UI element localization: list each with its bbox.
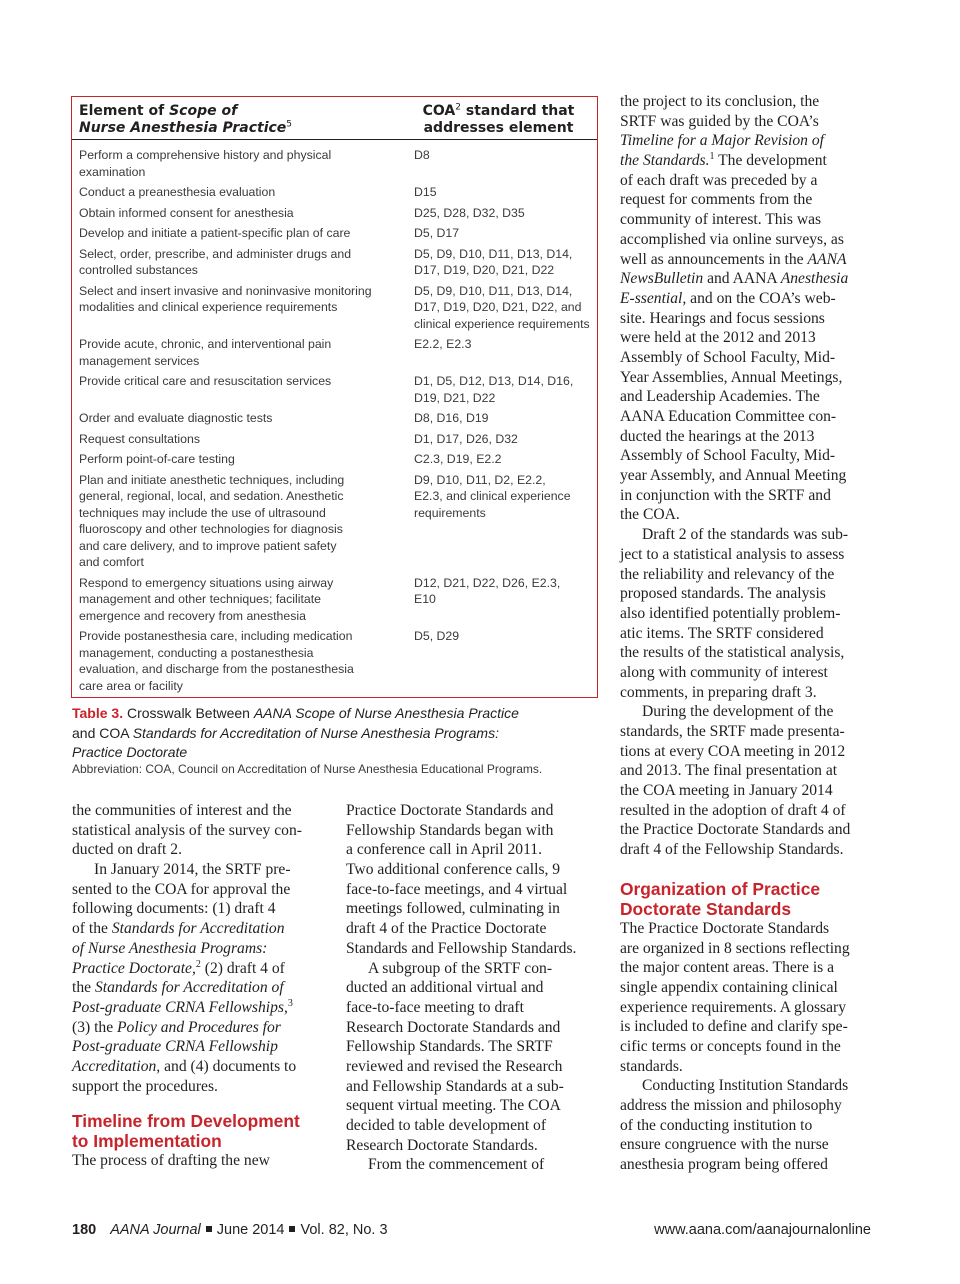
text-run: Assembly of School Faculty, Mid-: [620, 447, 836, 465]
text-line: ducted on draft 2.: [72, 841, 182, 859]
table-header-element: [79, 103, 399, 136]
text-line: [620, 151, 850, 171]
text-line: along with community of interest: [620, 663, 828, 681]
text-line: [620, 250, 850, 270]
text-line: [620, 190, 850, 210]
heading-line: Organization of Practice: [620, 878, 821, 899]
cell-line: Conduct a preanesthesia evaluation: [79, 185, 276, 199]
text-line: Conducting Institution Standards: [642, 1077, 849, 1095]
text-run: site. Hearings and focus sessions: [620, 309, 825, 327]
text-run: ducted the hearings at the 2013: [620, 427, 815, 445]
column-1: [72, 801, 302, 1171]
coa-standard-cell: [414, 451, 596, 468]
text-line: [72, 860, 302, 880]
header-italic: Nurse Anesthesia Practice: [79, 119, 287, 136]
caption-italic: AANA Scope of Nurse Anesthesia Practice: [253, 705, 519, 721]
text-line: [72, 959, 302, 979]
text-run: (2) draft 4 of: [200, 959, 285, 977]
scope-element-cell: [79, 147, 397, 180]
text-line: [72, 1037, 302, 1057]
abbreviation-note: Abbreviation: COA, Council on Accreditation of Nurse Anesthesia Educational Programs.: [72, 762, 543, 776]
text-line: Research Doctorate Standards and: [346, 1018, 561, 1036]
paragraph: [72, 801, 302, 860]
text-line: and Fellowship Standards at a sub-: [346, 1077, 564, 1095]
italic-run: Standards for Accreditation: [111, 920, 285, 938]
cell-line: examination: [79, 164, 146, 179]
scope-element-cell: [79, 336, 397, 369]
text-line: [620, 309, 850, 329]
coa-standard-cell: [414, 575, 596, 608]
text-line: are organized in 8 sections reflecting: [620, 939, 850, 957]
scope-element-cell: [79, 184, 397, 201]
header-text: standard that: [460, 103, 575, 119]
text-run: accomplished via online surveys, as: [620, 230, 844, 248]
cell-line: Respond to emergency situations using airway: [79, 575, 334, 590]
caption-italic: Standards for Accreditation of Nurse Anesthesia Programs:: [132, 724, 499, 741]
scope-element-cell: [79, 205, 397, 222]
coa-standard-cell: [414, 246, 596, 279]
text-line: [72, 939, 302, 959]
italic-run: Anesthesia: [780, 270, 849, 288]
text-run: and on the COA’s web-: [686, 289, 836, 307]
cell-line: and comfort: [79, 555, 144, 569]
text-line: reviewed and revised the Research: [346, 1057, 563, 1075]
text-run: In January 2014, the SRTF pre-: [94, 861, 291, 879]
footer-left: [72, 1222, 388, 1238]
caption-text: Crosswalk Between: [123, 705, 254, 721]
text-line: decided to table development of: [346, 1117, 547, 1134]
paragraph: [620, 1076, 850, 1174]
italic-run: Standards for Accreditation of: [94, 979, 284, 997]
coa-standard-cell: [414, 410, 596, 427]
cell-line: D19, D21, D22: [414, 390, 496, 405]
text-run: were held at the 2012 and 2013: [620, 329, 816, 347]
bullet-square-icon: [206, 1226, 212, 1232]
text-line: A subgroup of the SRTF con-: [368, 959, 553, 977]
text-line: Draft 2 of the standards was sub-: [642, 526, 849, 544]
text-line: [620, 505, 850, 525]
text-line: address the mission and philosophy: [620, 1097, 842, 1114]
italic-run: E-ssential,: [620, 289, 687, 307]
text-line: the Practice Doctorate Standards and: [620, 821, 851, 839]
text-line: [620, 92, 850, 112]
scope-element-cell: [79, 225, 397, 242]
scope-element-cell: [79, 575, 397, 625]
text-line: [620, 328, 850, 348]
text-line: resulted in the adoption of draft 4 of: [620, 801, 846, 819]
text-line: [620, 387, 850, 407]
coa-standard-cell: [414, 184, 596, 201]
scope-element-cell: [79, 472, 397, 571]
text-line: [620, 210, 850, 230]
cell-line: Perform a comprehensive history and physical: [79, 148, 332, 162]
text-run: (3) the: [72, 1018, 118, 1036]
scope-element-cell: [79, 628, 397, 694]
scope-element-cell: [79, 431, 397, 448]
text-line: [620, 289, 850, 309]
cell-line: controlled substances: [79, 263, 198, 277]
cell-line: management, conducting a postanesthesia: [79, 645, 314, 660]
italic-run: Timeline for a Major Revision of: [620, 132, 825, 150]
text-run: support the procedures.: [72, 1077, 218, 1095]
cell-line: general, regional, local, and sedation. Anesthetic: [79, 489, 344, 503]
cell-line: Order and evaluate diagnostic tests: [79, 411, 273, 425]
text-line: of the conducting institution to: [620, 1116, 813, 1134]
text-line: During the development of the: [642, 703, 834, 721]
text-line: [72, 978, 302, 998]
text-line: The process of drafting the new: [72, 1152, 270, 1170]
cell-line: Select, order, prescribe, and administer drugs and: [79, 246, 352, 261]
italic-run: Post-graduate CRNA Fellowship: [72, 1038, 278, 1056]
text-run: Assembly of School Faculty, Mid-: [620, 348, 836, 366]
text-line: [72, 880, 302, 900]
issue-date: June 2014: [216, 1222, 285, 1238]
italic-run: of Nurse Anesthesia Programs:: [72, 939, 268, 957]
paragraph: [620, 702, 850, 860]
table-caption: [72, 704, 612, 763]
cell-line: C2.3, D19, E2.2: [414, 452, 502, 466]
footnote-ref: 2: [455, 102, 461, 113]
cell-line: clinical experience requirements: [414, 316, 590, 331]
section-heading-organization: [620, 879, 850, 919]
text-run: the project to its conclusion, the: [620, 93, 820, 110]
cell-line: Request consultations: [79, 431, 200, 446]
cell-line: D8, D16, D19: [414, 411, 489, 425]
text-line: Fellowship Standards. The SRTF: [346, 1038, 553, 1056]
paragraph: [72, 1151, 302, 1171]
text-line: statistical analysis of the survey con-: [72, 821, 302, 839]
cell-line: techniques may include the use of ultrasound: [79, 505, 326, 520]
cell-line: E2.2, E2.3: [414, 337, 472, 351]
text-line: meetings followed, culminating in: [346, 900, 560, 918]
header-text: COA: [422, 103, 456, 119]
text-line: the major content areas. There is a: [620, 959, 835, 977]
cell-line: Provide postanesthesia care, including medication: [79, 629, 353, 643]
text-line: Fellowship Standards began with: [346, 821, 554, 839]
bullet-square-icon: [289, 1226, 295, 1232]
text-line: draft 4 of the Practice Doctorate: [346, 920, 547, 938]
heading-line: Timeline from Development: [72, 1111, 300, 1132]
cell-line: Plan and initiate anesthetic techniques, including: [79, 472, 345, 487]
cell-line: Provide critical care and resuscitation services: [79, 374, 332, 388]
text-line: single appendix containing clinical: [620, 978, 838, 996]
header-text: Element of: [79, 103, 170, 119]
text-line: ject to a statistical analysis to assess: [620, 545, 845, 563]
paragraph: [346, 801, 576, 959]
text-line: [620, 269, 850, 289]
italic-run: Practice Doctorate,: [72, 959, 196, 977]
cell-line: management services: [79, 353, 200, 368]
italic-run: AANA: [807, 250, 847, 268]
coa-standard-cell: [414, 431, 596, 448]
text-line: face-to-face meetings, and 4 virtual: [346, 880, 568, 898]
journal-name: AANA Journal: [110, 1222, 201, 1238]
cell-line: E2.3, and clinical experience: [414, 489, 571, 503]
cell-line: D25, D28, D32, D35: [414, 205, 525, 220]
paragraph: [346, 959, 576, 1156]
italic-run: NewsBulletin: [620, 270, 704, 288]
caption-italic: Practice Doctorate: [72, 744, 188, 760]
volume-number: Vol. 82, No. 3: [300, 1222, 388, 1238]
text-run: SRTF was guided by the COA’s: [620, 112, 819, 130]
text-line: [620, 486, 850, 506]
cell-line: E10: [414, 592, 436, 606]
caption-text: and COA: [72, 724, 133, 741]
text-line: cific terms or concepts found in the: [620, 1037, 841, 1055]
cell-line: D5, D9, D10, D11, D13, D14,: [414, 283, 573, 298]
coa-standard-cell: [414, 225, 596, 242]
heading-line: to Implementation: [72, 1131, 222, 1152]
text-line: [620, 171, 850, 191]
cell-line: emergence and recovery from anesthesia: [79, 608, 306, 623]
text-line: [620, 131, 850, 151]
text-run: and (4) documents to: [160, 1057, 297, 1075]
text-line: standards, the SRTF made presenta-: [620, 723, 845, 740]
paragraph: [620, 919, 850, 1077]
text-line: also identified potentially problem-: [620, 604, 841, 622]
text-line: Practice Doctorate Standards and: [346, 802, 554, 819]
text-run: well as announcements in the: [620, 250, 808, 268]
text-line: [72, 1077, 302, 1097]
cell-line: management and other techniques; facilitate: [79, 592, 321, 606]
footnote-ref: 3: [287, 997, 293, 1009]
coa-standard-cell: [414, 283, 596, 333]
text-line: Standards and Fellowship Standards.: [346, 939, 577, 957]
footnote-ref: 1: [709, 150, 715, 162]
cell-line: Select and insert invasive and noninvasive monitoring: [79, 283, 372, 298]
scope-element-cell: [79, 410, 397, 427]
text-line: proposed standards. The analysis: [620, 585, 826, 603]
header-text: addresses element: [423, 119, 574, 136]
text-line: the COA meeting in January 2014: [620, 782, 833, 800]
text-line: [72, 899, 302, 919]
cell-line: Develop and initiate a patient-specific plan of care: [79, 226, 351, 240]
text-line: [620, 466, 850, 486]
text-run: of the: [72, 920, 112, 938]
cell-line: evaluation, and discharge from the postanesthesia: [79, 662, 354, 676]
cell-line: D1, D17, D26, D32: [414, 431, 518, 446]
cell-line: D5, D29: [414, 629, 460, 643]
text-line: tions at every COA meeting in 2012: [620, 742, 846, 760]
scope-element-cell: [79, 373, 397, 390]
text-line: face-to-face meeting to draft: [346, 998, 524, 1016]
text-line: a conference call in April 2011.: [346, 841, 542, 859]
cell-line: D5, D17: [414, 226, 460, 240]
text-line: [620, 368, 850, 388]
text-line: comments, in preparing draft 3.: [620, 683, 817, 701]
journal-url: www.aana.com/aanajournalonline: [654, 1222, 871, 1238]
cell-line: D1, D5, D12, D13, D14, D16,: [414, 374, 574, 388]
coa-standard-cell: [414, 628, 596, 645]
crosswalk-table: [71, 96, 598, 698]
scope-element-cell: [79, 283, 397, 316]
paragraph: [346, 1155, 576, 1175]
header-italic: Scope of: [169, 103, 238, 119]
cell-line: D9, D10, D11, D2, E2.2,: [414, 472, 546, 487]
section-heading-timeline: [72, 1111, 302, 1151]
text-run: AANA Education Committee con-: [620, 408, 837, 425]
coa-standard-cell: [414, 373, 596, 406]
cell-line: fluoroscopy and other technologies for diagnosis: [79, 522, 343, 536]
text-run: community of interest. This was: [620, 211, 822, 229]
text-line: The Practice Doctorate Standards: [620, 919, 830, 937]
paragraph: [620, 92, 850, 525]
text-run: in conjunction with the SRTF and: [620, 486, 831, 504]
text-line: [620, 230, 850, 250]
column-2: [346, 801, 576, 1175]
italic-run: Accreditation,: [72, 1057, 161, 1075]
text-line: the communities of interest and the: [72, 802, 292, 819]
text-run: sented to the COA for approval the: [72, 880, 291, 898]
text-line: [620, 348, 850, 368]
text-line: [620, 427, 850, 447]
cell-line: D5, D9, D10, D11, D13, D14,: [414, 246, 573, 261]
cell-line: Obtain informed consent for anesthesia: [79, 205, 294, 220]
cell-line: D17, D19, D20, D21, D22: [414, 263, 555, 277]
cell-line: D12, D21, D22, D26, E2.3,: [414, 575, 561, 590]
cell-line: Perform point-of-care testing: [79, 452, 235, 466]
text-line: ducted an additional virtual and: [346, 979, 544, 997]
text-run: Year Assemblies, Annual Meetings,: [620, 368, 843, 386]
text-run: following documents: (1) draft 4: [72, 900, 276, 918]
cell-line: D15: [414, 185, 437, 199]
text-line: atic items. The SRTF considered: [620, 624, 824, 642]
cell-line: care area or facility: [79, 678, 183, 693]
text-line: Two additional conference calls, 9: [346, 861, 561, 879]
scope-element-cell: [79, 246, 397, 279]
text-line: [620, 407, 850, 427]
text-line: sequent virtual meeting. The COA: [346, 1097, 561, 1115]
coa-standard-cell: [414, 147, 596, 164]
text-run: and Leadership Academies. The: [620, 388, 820, 406]
text-line: draft 4 of the Fellowship Standards.: [620, 841, 844, 859]
text-run: and AANA: [703, 270, 781, 288]
text-line: From the commencement of: [368, 1156, 545, 1174]
paragraph: [620, 525, 850, 702]
footnote-ref: 5: [286, 118, 293, 129]
italic-run: Policy and Procedures for: [117, 1018, 281, 1036]
caption-label: Table 3.: [72, 705, 124, 721]
table-header-standard: [402, 103, 595, 136]
coa-standard-cell: [414, 336, 596, 353]
italic-run: Post-graduate CRNA Fellowships,: [72, 998, 288, 1016]
text-line: [72, 1018, 302, 1038]
text-line: [620, 446, 850, 466]
text-line: the reliability and relevancy of the: [620, 565, 835, 583]
heading-line: Doctorate Standards: [620, 898, 792, 919]
text-line: ensure congruence with the nurse: [620, 1136, 829, 1154]
text-line: Research Doctorate Standards.: [346, 1136, 538, 1154]
footnote-ref: 2: [195, 958, 201, 970]
text-run: the COA.: [620, 506, 680, 524]
text-line: [72, 919, 302, 939]
table-header: [72, 97, 597, 140]
cell-line: requirements: [414, 505, 486, 520]
paragraph: [72, 860, 302, 1096]
text-line: experience requirements. A glossary: [620, 998, 847, 1016]
text-line: [72, 1057, 302, 1077]
column-3: [620, 92, 850, 1175]
text-run: of each draft was preceded by a: [620, 171, 818, 189]
italic-run: the Standards.: [620, 152, 710, 170]
text-line: is included to define and clarify spe-: [620, 1018, 848, 1036]
cell-line: modalities and clinical experience requirements: [79, 300, 338, 314]
coa-standard-cell: [414, 472, 596, 522]
cell-line: Provide acute, chronic, and interventional pain: [79, 337, 332, 351]
text-run: year Assembly, and Annual Meeting: [620, 467, 847, 485]
text-line: the results of the statistical analysis,: [620, 644, 845, 662]
text-line: [72, 998, 302, 1018]
cell-line: and care delivery, and to improve patient safety: [79, 538, 337, 553]
text-line: and 2013. The final presentation at: [620, 762, 838, 780]
text-line: standards.: [620, 1057, 683, 1075]
coa-standard-cell: [414, 205, 596, 222]
text-run: request for comments from the: [620, 191, 813, 209]
text-run: the: [72, 979, 95, 997]
page-number: 180: [72, 1222, 97, 1238]
text-line: anesthesia program being offered: [620, 1156, 828, 1174]
text-run: The development: [714, 152, 827, 170]
text-line: [620, 112, 850, 132]
cell-line: D17, D19, D20, D21, D22, and: [414, 300, 582, 314]
scope-element-cell: [79, 451, 397, 468]
cell-line: D8: [414, 148, 430, 162]
